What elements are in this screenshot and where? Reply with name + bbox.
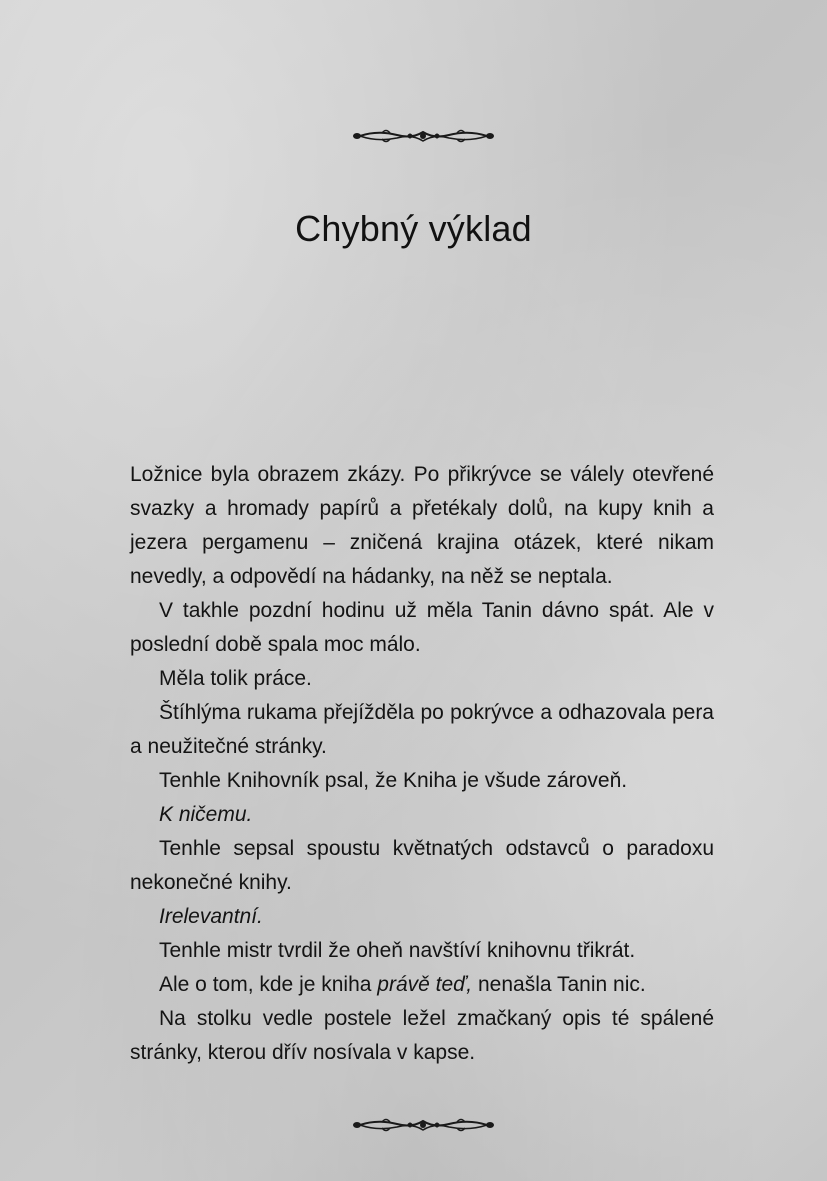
paragraph: Tenhle Knihovník psal, že Kniha je všude zároveň. xyxy=(159,769,628,792)
flourish-ornament-icon xyxy=(352,1116,495,1134)
italic-text: K ničemu. xyxy=(159,803,253,826)
paragraph: Na stolku vedle postele ležel zmačkaný opis té spálené stránky, kterou dřív nosívala v kapse. xyxy=(130,1007,714,1064)
paragraph-text: nenašla Tanin nic. xyxy=(472,973,646,996)
paragraph: Ložnice byla obrazem zkázy. Po přikrývce se válely otevřené svazky a hromady papírů a přetékaly dolů, na kupy knih a jezera pergamenu – zničená krajina otázek, které nikam nevedly, a odpovědí na hádanky, na něž se neptala. xyxy=(130,463,714,588)
paragraph: V takhle pozdní hodinu už měla Tanin dávno spát. Ale v poslední době spala moc málo. xyxy=(130,599,714,656)
chapter-body xyxy=(130,458,714,1070)
flourish-ornament-icon xyxy=(352,127,495,145)
paragraph xyxy=(130,968,714,1002)
chapter-title: Chybný výklad xyxy=(295,208,532,249)
paragraph: Měla tolik práce. xyxy=(159,667,312,690)
paragraph-text: Ale o tom, kde je kniha xyxy=(159,973,378,996)
paragraph xyxy=(130,900,714,934)
italic-text: právě teď, xyxy=(377,973,473,996)
paragraph: Štíhlýma rukama přejížděla po pokrývce a odhazovala pera a neužitečné stránky. xyxy=(130,701,714,758)
italic-text: Irelevantní. xyxy=(159,905,263,928)
paragraph: Tenhle sepsal spoustu květnatých odstavců o paradoxu nekonečné knihy. xyxy=(130,837,714,894)
paragraph xyxy=(130,798,714,832)
ornament-top xyxy=(352,127,495,145)
ornament-bottom xyxy=(352,1116,495,1134)
paragraph: Tenhle mistr tvrdil že oheň navštíví knihovnu třikrát. xyxy=(159,939,636,962)
